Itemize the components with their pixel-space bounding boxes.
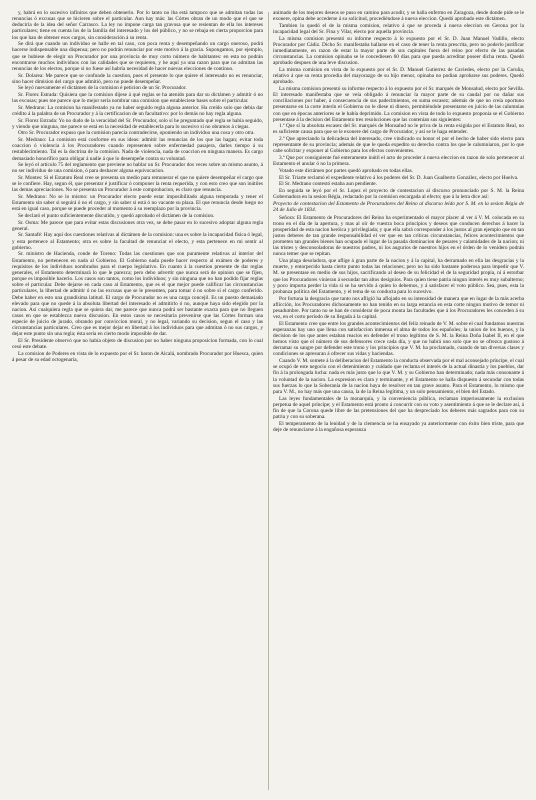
paragraph: 2.ª Que apreciando la delicadeza del interesado, cree vindicado su honor el por el hecho de haber sido electo para representante de su provincia; además de que le queda expedito su derecho contra los que le calumniaron, por lo que cabe solicitar y exponer al Gobierno para los efectos convenientes. — [273, 136, 524, 155]
paragraph: Sr. ministro de Hacienda, conde de Toreno: Todas las cuestiones que son puramente relativas al interior del Estamento, no pertenecen en nada al Gobierno. El Gobierno nada puede hacer respecto al exámen de poderes y requisitos de los individuos nombrados para el cuerpo legislativo. En cuanto á la cuestion presente de dar reglas generales, el Estamento determinará lo que le parezca; pero debo advertir que nunca será de opinion que se fijen, porque es imposible hacerlo. Los casos son tantos, como los individuos; y sin ninguna que no han podido fijar reglas sobre el particular. Debe dejarse en cada caso al Estamento, que es el que mejor puede calificar las circunstancias particulares, la libertad de admitir ó no las excusas que se le presenten, para tomar ó no sobre sí el cargo conferido. Debe haber en esto una grandísima latitud. El cargo de Procurador no es una carga concejil. Es un puesto demasiado elevado para que no quede á la absoluta libertad del interesado el admitirlo ó no, aunque haya sido elegido por la nacion. Así cualquiera regla que se quiera dar, me parece que nunca podrá ser bastante exacta para que no lleguen casos en que se establezca nueva discusion. En estos casos se necesitaria prevenirse que las Córtes forman una especie de juicio de jurado, obrando por conviccion moral, y no legal, variando su decision, segun el caso y las circunstancias particulares. Creo que es mejor dejar en libertad á los individuos para que admitan ó no sus cargos, y dejar este punto sin una regla; ésta sería en cierto modo imposible de dar. — [12, 251, 263, 338]
paragraph: Sr. Florez Estrada: Yo no dudo de la veracidad del Sr. Procurador, solo sí he preguntado qué regla se había seguido, y viendo que ninguna, me parece se está en la necesidad de establecerla para lo sucesivo si no obramos á ciegas. — [12, 117, 263, 130]
paragraph: La misma comision presentó su informe respecto á lo expuesto por el Sr. D. Juan Manuel Vadillo, electo Procurador por Cádiz. Dicho Sr. manifestaba hallarse en el caso de tener la renta prescrita, pero no poderlo justificar inmediatamente, en razon de estar la mayor parte de sus capitales fuera del reino por efecto de las pasadas circunstancias. La comision opinaba se le concediesen 60 días para que pueda acreditar poseer dicha renta. Quedó aprobado despues de una leve discusion. — [273, 35, 524, 67]
paragraph: 3.ª Que por consiguiente fué enteramente inútil el acto de proceder á nueva eleccion en razon de solo pertenecer al Estamento el anular ó no la primera. — [273, 155, 524, 168]
paragraph: Se leyó el artículo 75 del reglamento que previene no hablar un Sr. Procurador dos veces sobre un mismo asunto, á no ser individuo de una comision, ó para deshacer alguna equivocacion. — [12, 162, 263, 175]
paragraph: Se declaró el punto suficientemente discutido, y quedó aprobado el dictámen de la comision. — [18, 213, 215, 219]
paragraph: Señora: El Estamento de Procuradores del Reino ha experimentado el mayor placer al ver á V. M. colocada en su trono en el día de la apertura, y mas al oír de vuestra boca principios y deseos que conducen derechos á hacer la prosperidad de esta nacion heróica y privilegiada; y que ella sabrá corresponder á los justos al gran ejemplo que en tan justos deberes de tan grande responsabilidad el ver que en tan críticas circunstancias, felices acontecimientos que prometen tan grandes bienes han ocupado el lugar de la pasada dominacion de pesares y calamidades de la nacion; ni las tristes y desconsoladoras de nuestros padres, ni los augurios de nuestros hijos en el órden de lo venidero podrán nunca temer que se repitan. — [273, 214, 524, 258]
paragraph: Sr. Montes: Si el Estatuto Real cree se presenta un medio para remunerar el que no quiere desempeñar el cargo que se le confiere. Hay, segun él, que presentar é justificar ó componer la renta requerida, y con esto creo que son inútiles las demas apreciaciones. No se presenta un Procurador á este comprobacion, es claro que renuncia. — [12, 175, 263, 194]
paragraph: y, habrá en lo sucesivo infinitos que deben obtenerlo. Por lo tanto no iba está tampoco que se admitan todas las renuncias ó excusas que se hicieren sobre el particular. Aun hay más: las Córtes obran de un modo que el que se deduciría de la idea del señor Carrasco. La ley no impone carga tan gravosa que se resientan de ella los intereses particulares; tiene en cuenta los de la familia del interesado y los del público, y no se rebaja en cierta proporcion para los que han de obtener esos cargos, sin consideración á su renta. — [12, 10, 263, 41]
paragraph: La comision de Poderes en vista de lo expuesto por el Sr. baron de Alcalá, nombrado Procurador por Huesca, quien á pesar de su edad octogenaria, — [12, 350, 263, 364]
paragraph: Una plaga desoladora, que aflige á gran parte de la nacion y á la capital, ha derramado en ella las desgracias y la muerte, y entorpecido hasta cierto punto todas las relaciones; pero no ha sido bastante poderosa para impedir que V. M. se presentase en medio de sus hijos, sacrificando al deseo de su felicidad el de la seguridad propia, ni á estorbar que los Procuradores vinieran á secundar tan altos designios. Para quien tiene patria ningun interés es muy subalterno; y poco importa perder la vida si se ha servido á quien lo debemos, y á satisfacer el voto público. Sea, pues, esta la probanza política del Estamento, y el tema de su conducta para lo sucesivo. — [273, 258, 524, 295]
paragraph: animado de los mejores deseos se puso en camino para acudir, y se halla enfermo en Zaragoza, desde donde pide se le exonere, opina debe accederse á su solicitud, procediéndose á nueva eleccion. Quedó aprobado este dictámen. — [273, 10, 524, 23]
section-title: Proyecto de contestacion del Estamento de Procuradores del Reino al discurso leído por S. M. en la sesion Régia de 24 de Julio de 1834. — [273, 201, 524, 214]
column-divider — [268, 12, 269, 790]
paragraph: En seguida se leyó por el Sr. Lopez el proyecto de contestacion al discurso pronunciado por S. M. la Reina Gobernadora en la sesion Régia, redactado por la comision encargada al efecto; que á la letra dice así: — [273, 187, 524, 201]
paragraph: El Sr. Triarte reclamó el expediente relativo á los poderes del Sr. D. Juan Gualberto González, electo por Huelva. — [279, 174, 519, 181]
right-column — [273, 10, 524, 792]
paragraph: Sr. Medrano: No se lo mismo: un Procurador electo puede estar imposibilitado alguna temporada y tener el Estamento sin saber si seguirá ó no el cargo, y sin saber si está ó no vacante su plaza. El que renuncia desde luego no está en igual caso, porque se puede proceder al momento á su reemplazo por la provincia. — [12, 194, 263, 213]
paragraph: Tambien lo quedó el de la misma comision, relativo á que se proceda á nueva eleccion en Gerona por la incapacidad legal del Sr. Fina y Vilar, electo por aquella provincia. — [273, 22, 524, 35]
paragraph: La misma comision en vista de lo expuesto por el Sr. D. Manuel Gutierrez de Caviedes, electo por la Coruña, relativo á que su renta procedia del mayorazgo de su hijo menor, opinaba no podian aprobarse sus poderes. Quedó aprobado. — [273, 66, 524, 86]
paragraph: Se dirá que cuando un individuo se halle en tal caso, con poca renta y desempeñando un cargo oneroso, podrá hacerse indispensable una dispensa; pero no podrán renunciar por este motivo á la gracia. Supongamos, por ejemplo, que se hubiese de elegir un Procurador por una provincia de muy corto número de habitantes: en esta no podrán encontrarse muchos individuos con las calidades que se requieren, y he aquí ya una razon para que no admitan las renuncias de los electos, porque si no fuese así habría necesidad de hacer nuevas elecciones de continuo. — [12, 41, 263, 72]
paragraph: El Sr. Medrano contestó estaba aun pendiente. — [279, 181, 377, 188]
paragraph: Sr. Medrano: La comision ha manifestado ya no haber seguido regla alguna anterior. Ha creído solo que debia dar crédito á la palabra de un Procurador y á la certificacion de un facultativo: por lo demás no hay regla alguna. — [12, 104, 263, 117]
paragraph: El Estamento cree que entre los grandes acontecimientos del feliz reinado de V. M. sobre el cual fundamos nuestras esperanzas hay uno que llena con satisfaccion inmensa el alma de todos los españoles; la union de los buenos, y la decision de los que antes estaban reacios en defender el trono legítimo de S. M. la Reina Doña Isabel II, en el que hemos visto que el número de sus defensores crece cada día, y que no habrá uno solo que no se ofrezca gustoso á derramar su sangre por defender este trono y los principios que V. M. ha proclamado, cuando de tan diversas clases y condiciones se apresuran á ofrecer sus vidas y haciendas. — [273, 320, 524, 358]
paragraph: Votado este dictámen por partes quedó aprobado en todas ellas. — [279, 167, 414, 174]
paragraph: Cuando V. M. somete á la deliberacion del Estamento la conducta observada por el mal aconsejado príncipe, el cual se ocupó de este negocio con el detenimiento y cuidado que reclama el interés de la actual dinastía y los pueblos, dar fin á la prolongada lucha: nada es más justo que lo que V. M. y su Gobierno han determinado; nada más consonante á la voluntad de la nacion. La expresion es clara y terminante, y el Estamento se halla dispuesto á secundar con todas sus fuerzas lo que la Soberanía de la nacion haya de resolver en tan grave asunto. Para el Estamento, lo mismo que para V. M., no hay más que una causa, la de la Reina legítima, y un solo pensamiento, el bien del Estado. — [273, 358, 524, 395]
paragraph: El temperamento de la lenidad y de la clemencia se ha ensayado ya anteriormente con éxito bien triste, para que deje de renunciarse á la engañosa esperanza — [273, 420, 524, 433]
left-column — [12, 10, 263, 792]
paragraph: El Sr. Presidente observó que no había objeto de discusion por no haber ninguna proposicion formada, con lo cual cesó este debate. — [12, 338, 263, 351]
paragraph: Otro Sr. Procurador expuso que la comision parecia contradecirse, oponiendo un individuo una cosa y otro otra. — [18, 130, 255, 137]
paragraph: 1.ª Que sí la absoluta escasez del Sr. marqués de Monsalud no le priva de la renta exigida por el Estatuto Real, no es suficiente causa para que se le exonere del cargo de Procurador, y así se le haga entender. — [273, 123, 524, 136]
paragraph: Se leyó nuevamente el dictámen de la comision é peticion de un Sr. Procurador. — [18, 85, 187, 92]
paragraph: Sr. Florez Estrada: Quisiera que la comision dijese á qué reglas se ha atenido para dar su dictámen y admitir ó no las excusas; pues me parece que lo mejor sería nombrar una comision que estableciese bases sobre el particular. — [12, 92, 263, 105]
paragraph: Sr. Santafé: Hay aquí dos cuestiones relativas al dictámen de la comision: una es sobre la incapacidad física ó legal, y esta pertenece al Estamento; otra es sobre la facultad de renunciar el electo, y esta pertenece en mi sentir al gobierno. — [12, 232, 263, 251]
paragraph: Por fortuna la desgracia que tanto nos afligió ha aflojado en su intensidad de manera que en lugar de la más acerba aflicción, los Procuradores dichosamente no han tenido en su larga estancia en esta corte ningun motivo de temor ni pesadumbre. Por tanto no se han de considerar de poca monta las facultades que á los Procuradores les conceden á su vez, en el corto período de su llegada á la capital. — [273, 295, 524, 320]
paragraph: Sr. Medrano: La comision está conforme en sus ideas: admitir las renuncias de los que las hagan; evitar toda coaccion ó violencia á los Procuradores cuando representen sobre enfermedad pasajera, darles tiempo á su restablecimiento. Tal es la doctrina de la comision. Nada de violencia, nada de coaccion en ninguna manera. Es cargo demasiado honorífico para obligar á nadie á que lo desempeñe contra su voluntad. — [12, 137, 263, 162]
paragraph: Sr. Osma: Me parece que para evitar estas discusiones otra vez, se debe pasar en lo sucesivo adoptar alguna regla general. — [12, 219, 263, 232]
paragraph: Sr. Dolarea: Me parece que se confunde la cuestion, pues el presente lo que quiere el interesado no es renunciar, sino hacer dimision del cargo que admitió, pero no puede desempeñar. — [12, 72, 263, 85]
paragraph: Las leyes fundamentales de la monarquía, y la conveniencia pública, reclaman imperiosamente la exclusion perpetua de aquel príncipe; y el Estamento está pronto á concurrir con su voto y asentimiento á que se le declare así, á fin de que la Corona quede libre de las pretensiones del que ha despreciado los deberes más sagrados para con su patria y con su soberana. — [273, 395, 524, 420]
paragraph: La misma comision presentó su informe respecto á lo expuesto por el Sr. marqués de Monsalud, electo por Sevilla. El interesado manifestaba que se veía obligado á renunciar la mayor parte de su caudal por no dañar sus conciliaciones por haber, á consecuencia de sus padecimientos, en suma escasez; además de que no creía oportuno presentarse en la corte interín el Gobierno no le diese ni dinero, permitiéndole presentarse en juicio de las calumnias con que en épocas anteriores se le había deprimido. La comision en vista de todo lo expuesto proponia se el Gobierno presentase á la decision del Estamento tres resoluciones que las contenian sus siguientes: — [273, 85, 524, 123]
